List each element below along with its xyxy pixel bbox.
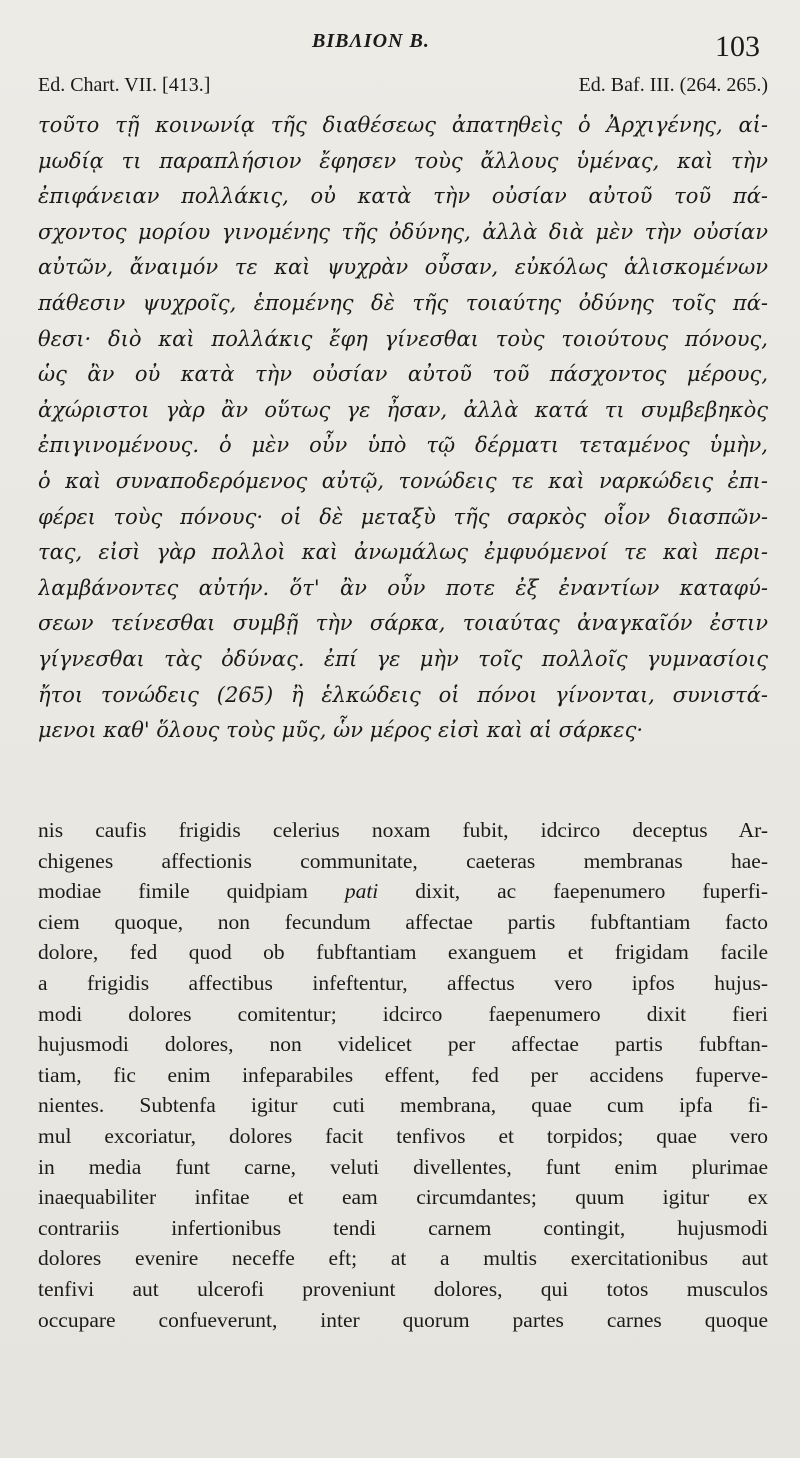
latin-line: inaequabiliter infitae et eam circumdantes; quum igitur ex [38,1185,768,1210]
running-title: BIBΛΙΟΝ B. [312,30,430,52]
latin-line: occupare confueverunt, inter quorum partes carnes quoque [38,1307,768,1332]
greek-line: ἐπιγινομένους. ὁ μὲν οὖν ὑπὸ τῷ δέρματι τεταμένος ὑμὴν, [38,433,768,458]
latin-line: hujusmodi dolores, non videlicet per affectae partis fubftan- [38,1032,768,1057]
latin-line: nis caufis frigidis celerius noxam fubit, idcirco deceptus Ar- [38,818,768,842]
greek-text-block [38,108,768,749]
edition-references [38,74,768,104]
greek-line: ἀχώριστοι γὰρ ἂν οὕτως γε ἦσαν, ἀλλὰ κατά τι συμβεβηκὸς [38,397,768,422]
latin-line: tiam, fic enim infeparabiles effent, fed per accidens fuperve- [38,1062,768,1087]
latin-line-segment: modiae fimile quidpiam [38,879,345,904]
greek-line: μωδίᾳ τι παραπλήσιον ἔφησεν τοὺς ἄλλους ὑμένας, καὶ τὴν [38,148,768,173]
greek-line: ὡς ἂν οὐ κατὰ τὴν οὐσίαν αὐτοῦ τοῦ πάσχοντος μέρους, [38,362,768,387]
italic-word: pati [344,879,379,904]
greek-line: ὁ καὶ συναποδερόμενος αὐτῷ, τονώδεις τε καὶ ναρκώδεις ἐπι- [38,468,768,493]
greek-line: σχοντος μορίου γινομένης τῆς ὀδύνης, ἀλλὰ διὰ μὲν τὴν οὐσίαν [38,219,768,244]
edition-basel-reference: Ed. Baf. III. (264. 265.) [578,74,768,96]
latin-line: modi dolores comitentur; idcirco faepenumero dixit fieri [38,1001,768,1026]
greek-line: γίγνεσθαι τὰς ὀδύνας. ἐπί γε μὴν τοῖς πολλοῖς γυμνασίοις [38,646,768,671]
latin-line: nientes. Subtenfa igitur cuti membrana, quae cum ipfa fi- [38,1093,768,1118]
latin-line: ciem quoque, non fecundum affectae partis fubftantiam facto [38,909,768,934]
latin-line: tenfivi aut ulcerofi proveniunt dolores, qui totos musculos [38,1276,768,1301]
latin-line-segment: dixit, ac faepenumero fuperfi- [378,879,768,904]
latin-line: chigenes affectionis communitate, caeteras membranas hae- [38,848,768,873]
latin-line: dolore, fed quod ob fubftantiam exanguem et frigidam facile [38,940,768,965]
greek-line: φέρει τοὺς πόνους· οἱ δὲ μεταξὺ τῆς σαρκὸς οἷον διασπῶν- [38,504,768,529]
greek-line: τας, εἰσὶ γὰρ πολλοὶ καὶ ἀνωμάλως ἐμφυόμενοί τε καὶ περι- [38,540,768,565]
latin-line: mul excoriatur, dolores facit tenfivos et torpidos; quae vero [38,1123,768,1148]
greek-line: ἐπιφάνειαν πολλάκις, οὐ κατὰ τὴν οὐσίαν αὐτοῦ τοῦ πά- [38,184,768,209]
greek-line: θεσι· διὸ καὶ πολλάκις ἔφη γίνεσθαι τοὺς τοιούτους πόνους, [38,326,768,351]
latin-line [38,876,768,907]
latin-line: dolores evenire neceffe eft; at a multis exercitationibus aut [38,1246,768,1271]
greek-line: ἤτοι τονώδεις (265) ἢ ἑλκώδεις οἱ πόνοι γίνονται, συνιστά- [38,682,768,707]
greek-line: αὐτῶν, ἄναιμόν τε καὶ ψυχρὰν οὖσαν, εὐκόλως ἁλισκομένων [38,255,768,280]
running-head [0,22,800,62]
greek-line: μενοι καθ' ὅλους τοὺς μῦς, ὧν μέρος εἰσὶ καὶ αἱ σάρκες· [38,718,644,743]
latin-line: contrariis infertionibus tendi carnem contingit, hujusmodi [38,1215,768,1240]
page-number: 103 [715,30,760,63]
greek-line: λαμβάνοντες αὐτήν. ὅτ' ἂν οὖν ποτε ἐξ ἐναντίων καταφύ- [38,575,768,600]
edition-chartier-reference: Ed. Chart. VII. [413.] [38,74,211,96]
latin-text-block [38,815,768,1335]
greek-line: σεων τείνεσθαι συμβῇ τὴν σάρκα, τοιαύτας ἀναγκαῖόν ἐστιν [38,611,768,636]
greek-line: πάθεσιν ψυχροῖς, ἑπομένης δὲ τῆς τοιαύτης ὀδύνης τοῖς πά- [38,290,768,315]
latin-line: in media funt carne, veluti divellentes, funt enim plurimae [38,1154,768,1179]
greek-line: τοῦτο τῇ κοινωνίᾳ τῆς διαθέσεως ἀπατηθεὶς ὁ Ἀρχιγένης, αἱ- [38,113,768,137]
latin-line: a frigidis affectibus infeftentur, affectus vero ipfos hujus- [38,970,768,995]
